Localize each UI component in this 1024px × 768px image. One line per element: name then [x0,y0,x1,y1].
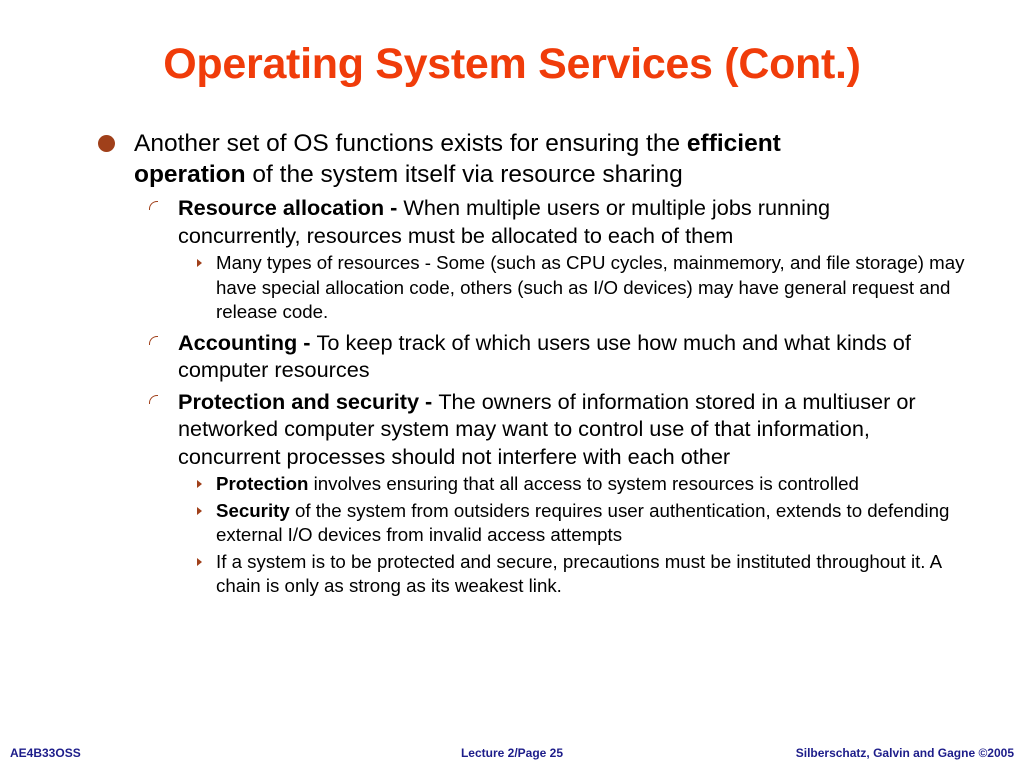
protection-sub2-text: of the system from outsiders requires user authentication, extends to defending external I/O devices from invalid access attempts [216,499,950,545]
protection-sub1-text: involves ensuring that all access to system resources is controlled [308,473,859,494]
round-bullet-icon [98,135,115,152]
resource-sub1-text: Many types of resources - Some (such as CPU cycles, mainmemory, and file storage) may have special allocation code, others (such as I/O devices) may have general request and release code. [216,252,965,322]
bullet-accounting [178,329,958,384]
triangle-bullet-icon [197,259,202,267]
bullet-security [216,499,976,548]
protection-sub3-text: If a system is to be protected and secure, precautions must be instituted throughout it. A chain is only as strong as its weakest link. [216,550,942,596]
bullet-protection [216,472,976,497]
triangle-bullet-icon [197,480,202,488]
protection-sub1-bold: Protection [216,473,309,494]
slide-title: Operating System Services (Cont.) [163,40,861,88]
protection-sub2-bold: Security [216,499,290,521]
intro-text-b: of the system itself via resource sharing [245,161,683,188]
accounting-bold: Accounting - [178,329,317,355]
intro-bold: efficient operation [134,130,781,188]
triangle-bullet-icon [197,507,202,515]
bullet-resource-types [216,251,976,325]
bullet-resource-allocation [178,194,958,249]
protection-text: The owners of information stored in a multiuser or networked computer system may want to control use of that information, concurrent processes should not interfere with each other [178,388,916,469]
footer-page-number: Lecture 2/Page 25 [460,746,564,760]
footer-course-code: AE4B33OSS [10,746,81,760]
arc-bullet-icon [149,395,158,404]
slide-content [0,128,1024,599]
bullet-protection-security [178,388,958,471]
arc-bullet-icon [149,336,158,345]
footer-copyright: Silberschatz, Galvin and Gagne ©2005 [795,746,1014,760]
intro-text-a: Another set of OS functions exists for ensuring the [134,130,687,157]
accounting-text: To keep track of which users use how much and what kinds of computer resources [178,329,911,382]
bullet-precautions [216,550,976,599]
protection-bold: Protection and security - [178,388,439,414]
bullet-intro [134,128,894,190]
triangle-bullet-icon [197,558,202,566]
resource-text: When multiple users or multiple jobs running concurrently, resources must be allocated to each of them [178,195,831,248]
arc-bullet-icon [149,201,158,210]
resource-bold: Resource allocation - [178,195,404,220]
